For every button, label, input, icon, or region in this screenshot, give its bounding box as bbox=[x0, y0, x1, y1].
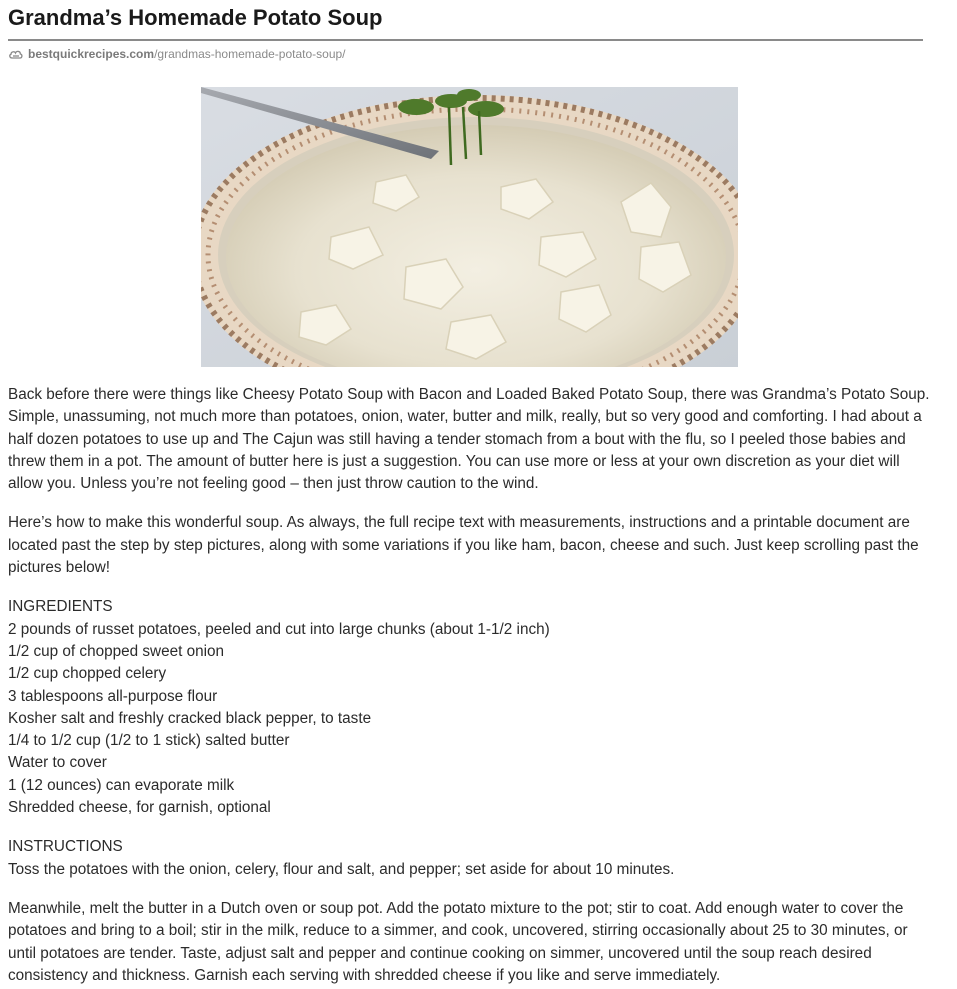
ingredient-item: Kosher salt and freshly cracked black pepper, to taste bbox=[8, 709, 372, 727]
ingredient-item: 1/2 cup of chopped sweet onion bbox=[8, 642, 225, 660]
ingredient-item: 1/2 cup chopped celery bbox=[8, 665, 167, 683]
instruction-step: Toss the potatoes with the onion, celery, flour and salt, and pepper; set aside for about 10 minutes. bbox=[8, 860, 675, 878]
title-divider bbox=[8, 39, 923, 41]
link-cloud-icon bbox=[8, 48, 24, 60]
page-title: Grandma’s Homemade Potato Soup bbox=[8, 5, 383, 30]
ingredient-item: 1/4 to 1/2 cup (1/2 to 1 stick) salted butter bbox=[8, 732, 290, 750]
ingredient-item: 3 tablespoons all-purpose flour bbox=[8, 687, 218, 705]
ingredient-item: 1 (12 ounces) can evaporate milk bbox=[8, 776, 235, 794]
ingredient-item: Water to cover bbox=[8, 754, 107, 772]
source-link[interactable] bbox=[8, 47, 949, 61]
source-domain[interactable]: bestquickrecipes.com bbox=[28, 47, 155, 61]
instructions-section bbox=[8, 836, 933, 987]
ingredients-section bbox=[8, 596, 933, 819]
ingredients-list bbox=[8, 619, 933, 820]
intro-paragraph: Here’s how to make this wonderful soup. As always, the full recipe text with measurements, instructions and a printable document are located past the step by step pictures, along with some variations if you like ham, bacon, cheese and such. Just keep scrolling past the pictures below! bbox=[8, 514, 919, 577]
source-path[interactable]: /grandmas-homemade-potato-soup/ bbox=[154, 47, 346, 61]
soup-bowl-photo bbox=[201, 87, 738, 367]
ingredient-item: 2 pounds of russet potatoes, peeled and cut into large chunks (about 1-1/2 inch) bbox=[8, 620, 550, 638]
instruction-step: Meanwhile, melt the butter in a Dutch oven or soup pot. Add the potato mixture to the pot; stir to coat. Add enough water to cover the potatoes and bring to a boil; stir in the milk, reduce to a simmer, and cook, uncovered, stirring occasionally about 25 to 30 minutes, or until potatoes are tender. Taste, adjust salt and pepper and continue cooking on simmer, uncovered until the soup reach desired consistency and thickness. Garnish each serving with shredded cheese if you like and serve immediately. bbox=[8, 899, 908, 984]
intro-paragraph: Back before there were things like Cheesy Potato Soup with Bacon and Loaded Baked Potato Soup, there was Grandma’s Potato Soup. Simple, unassuming, not much more than potatoes, onion, water, butter and milk, really, but so very good and comforting. I had about a half dozen potatoes to use up and The Cajun was still having a tender stomach from a bout with the flu, so I peeled those babies and threw them in a pot. The amount of butter here is just a suggestion. You can use more or less at your own discretion as your diet will allow you. Unless you’re not feeling good – then just throw caution to the wind. bbox=[8, 386, 930, 493]
instructions-heading: INSTRUCTIONS bbox=[8, 838, 123, 856]
ingredient-item: Shredded cheese, for garnish, optional bbox=[8, 799, 271, 817]
article-body bbox=[8, 384, 933, 987]
ingredients-heading: INGREDIENTS bbox=[8, 598, 113, 616]
